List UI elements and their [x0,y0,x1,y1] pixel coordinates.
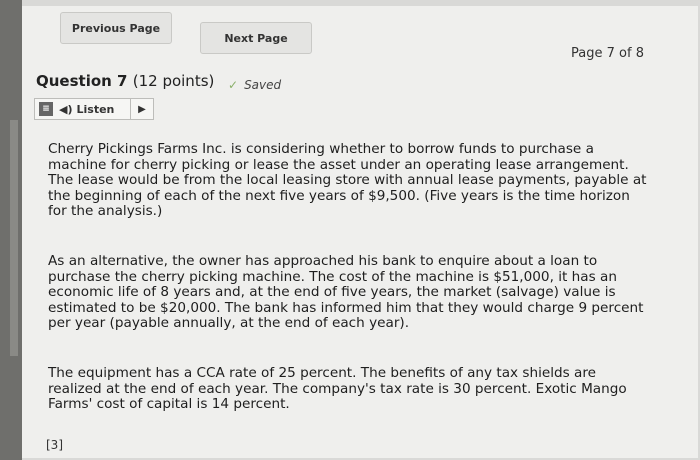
previous-page-button[interactable]: Previous Page [60,12,172,44]
left-sidebar [0,0,22,460]
listen-label[interactable]: Listen [76,102,115,116]
question-page [22,6,698,458]
question-title [36,72,214,90]
speaker-icon: ◀) [59,102,73,116]
question-points: (12 points) [132,72,215,90]
listen-widget[interactable] [34,98,154,120]
question-paragraph: As an alternative, the owner has approached his bank to enquire about a loan to purchase the cherry picking machine. The cost of the machine is $51,000, it has an economic life of 8 years and, at the end of five years, the market (salvage) value is estimated to be $20,000. The bank has informed him that they would charge 9 percent per year (payable annually, at the end of each year). [48,253,644,332]
saved-label: Saved [244,78,282,92]
next-page-button[interactable]: Next Page [200,22,312,54]
menu-icon[interactable]: ≡ [39,102,53,116]
page-indicator: Page 7 of 8 [571,46,644,61]
question-paragraph: The equipment has a CCA rate of 25 percent. The benefits of any tax shields are realized at the end of each year. The company's tax rate is 30 percent. Exotic Mango Farms' cost of capital is 14 percent. [48,365,627,413]
play-icon[interactable]: ▶ [130,99,153,119]
question-number: Question 7 [36,72,128,90]
scrollbar[interactable] [10,120,18,356]
reference-tag: [3] [46,438,63,452]
check-icon: ✓ [228,78,239,92]
saved-status [228,78,281,92]
question-paragraph: Cherry Pickings Farms Inc. is considering whether to borrow funds to purchase a machine for cherry picking or lease the asset under an operating lease arrangement. The lease would be from the local leasing store with annual lease payments, payable at the beginning of each of the next five years of $9,500. (Five years is the time horizon for the analysis.) [48,141,647,220]
